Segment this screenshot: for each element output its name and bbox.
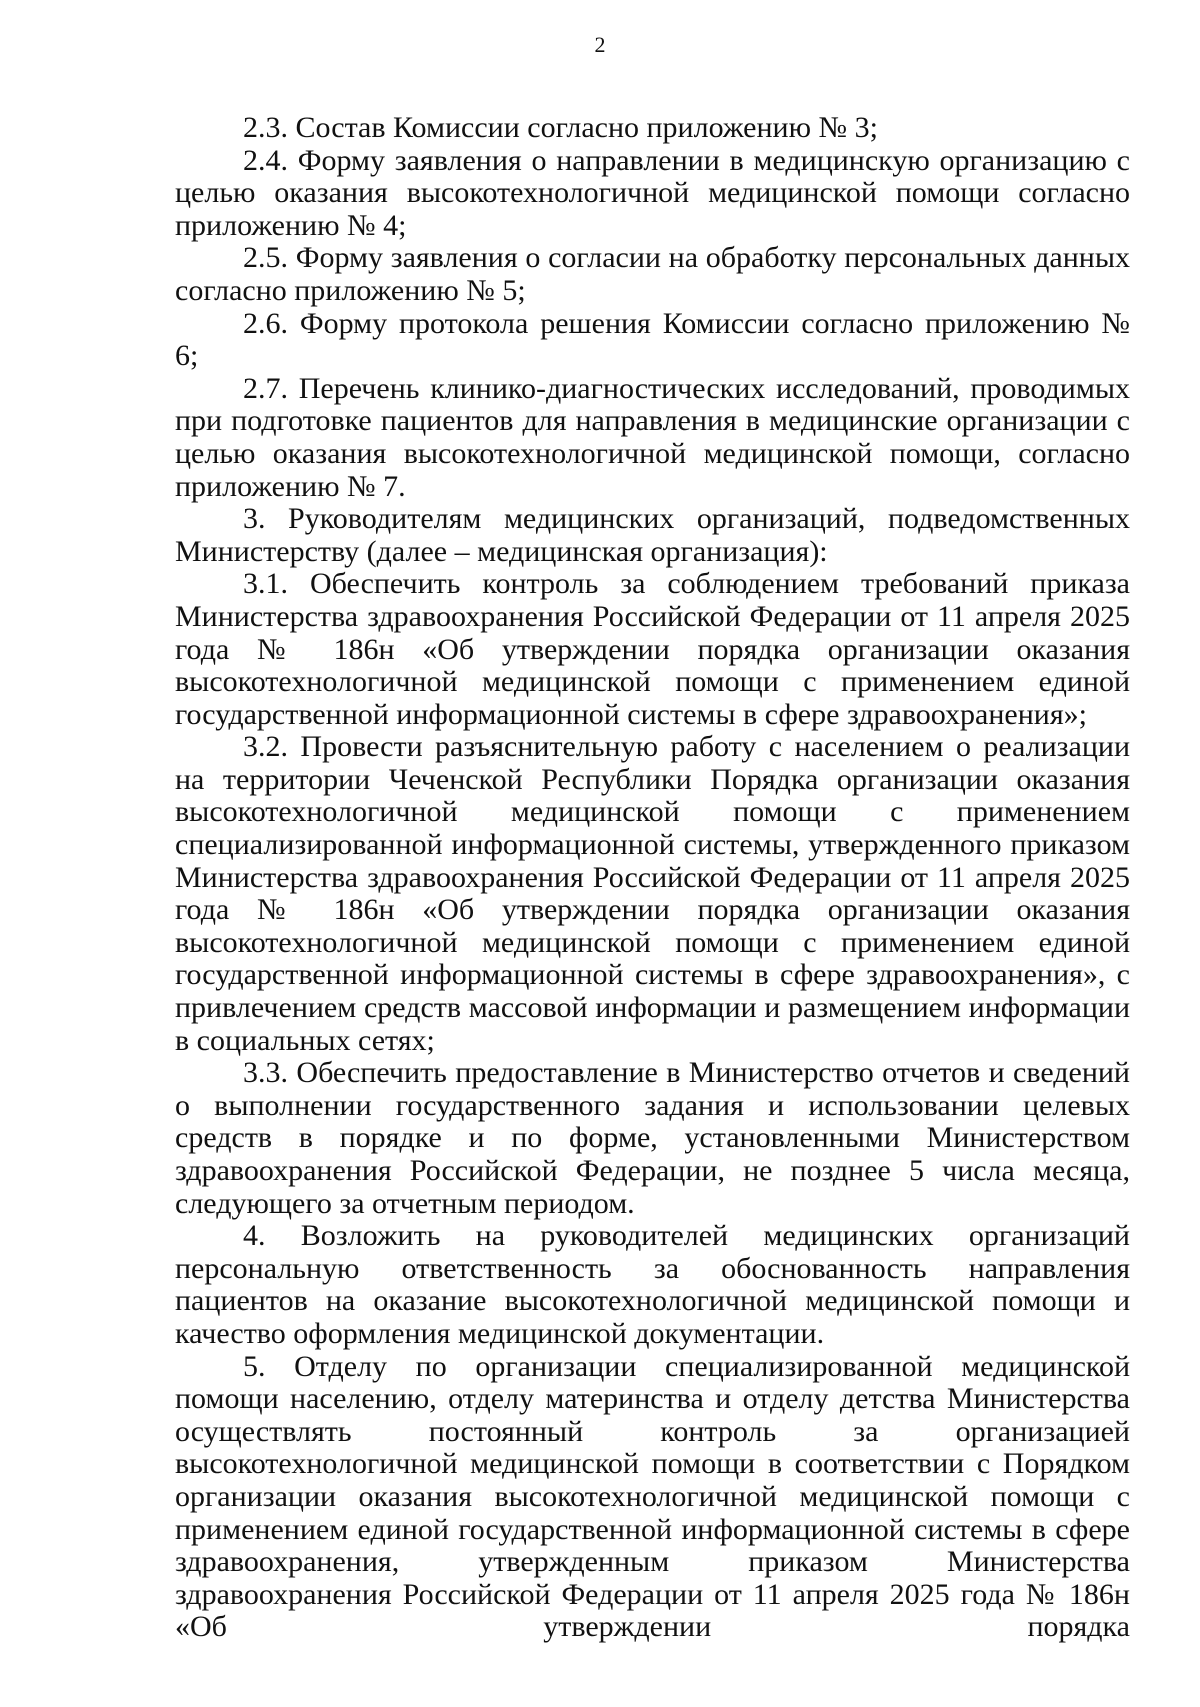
paragraph-2-4: 2.4. Форму заявления о направлении в медицинскую организацию с целью оказания высокотехнологичной медицинской помощи согласно приложению № 4; (175, 143, 1130, 242)
page-number: 2 (594, 32, 606, 57)
document-body (175, 112, 1130, 1644)
paragraph-2-6: 2.6. Форму протокола решения Комиссии согласно приложению № 6; (175, 306, 1130, 373)
paragraph-5: 5. Отделу по организации специализированной медицинской помощи населению, отделу материнства и отделу детства Министерства осуществлять постоянный контроль за организацией высокотехнологичной медицинской помощи в соответствии с Порядком организации оказания высокотехнологичной медицинской помощи с применением единой государственной информационной системы в сфере здравоохранения, утвержденным приказом Министерства здравоохранения Российской Федерации от 11 апреля 2025 года № 186н «Об утверждении порядка (175, 1349, 1130, 1644)
paragraph-2-5: 2.5. Форму заявления о согласии на обработку персональных данных согласно приложению № 5; (175, 241, 1130, 307)
paragraph-4: 4. Возложить на руководителей медицинских организаций персональную ответственность за обоснованность направления пациентов на оказание высокотехнологичной медицинской помощи и качество оформления медицинской документации. (175, 1219, 1130, 1350)
paragraph-3-3: 3.3. Обеспечить предоставление в Министерство отчетов и сведений о выполнении государственного задания и использовании целевых средств в порядке и по форме, установленными Министерством здравоохранения Российской Федерации, не позднее 5 числа месяца, следующего за отчетным периодом. (175, 1056, 1130, 1220)
paragraph-2-3: 2.3. Состав Комиссии согласно приложению № 3; (243, 111, 878, 144)
paragraph-3: 3. Руководителям медицинских организаций, подведомственных Министерству (далее – медицинская организация): (175, 502, 1130, 568)
paragraph-3-1: 3.1. Обеспечить контроль за соблюдением требований приказа Министерства здравоохранения Российской Федерации от 11 апреля 2025 года № 186н «Об утверждении порядка организации оказания высокотехнологичной медицинской помощи с применением единой государственной информационной системы в сфере здравоохранения»; (175, 567, 1130, 731)
paragraph-3-2: 3.2. Провести разъяснительную работу с населением о реализации на территории Чеченской Республики Порядка организации оказания высокотехнологичной медицинской помощи с применением специализированной информационной системы, утвержденного приказом Министерства здравоохранения Российской Федерации от 11 апреля 2025 года № 186н «Об утверждении порядка организации оказания высокотехнологичной медицинской помощи с применением единой государственной информационной системы в сфере здравоохранения», с привлечением средств массовой информации и размещением информации в социальных сетях; (175, 730, 1130, 1057)
paragraph-2-7: 2.7. Перечень клинико-диагностических исследований, проводимых при подготовке пациентов для направления в медицинские организации с целью оказания высокотехнологичной медицинской помощи, согласно приложению № 7. (175, 371, 1130, 503)
